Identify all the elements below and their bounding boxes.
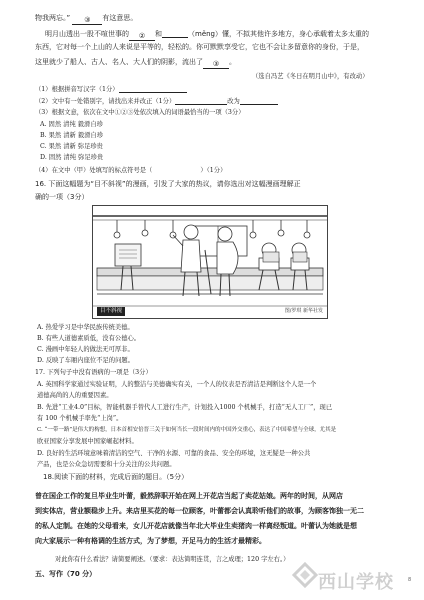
school-logo-icon [292, 562, 318, 588]
blank-3b: ③ [203, 60, 229, 69]
q16-option-d: D. 反映了车厢内座位不足的问题。 [37, 357, 134, 364]
q15-sub1: （1）根据拼音写汉字（1分） [35, 84, 187, 94]
blank-2: ② [129, 32, 155, 41]
q18-material-line-1: 曾在国企工作的复旦毕业生叶蕾，毅然辞职开始在网上开花店当起了卖花姑娘。两年的时间，从网店 [35, 492, 343, 500]
q17-option-c-line-2: 欧亚国家分享发展中国家崛起材料。 [37, 438, 138, 445]
q17-option-c-line-1: C. “一带一路”是伟大的构想，日本首相安倍晋三关于如何当长一段时间内的中国外交重心，表达了中国希望与全球，尤其是 [37, 427, 337, 433]
page-number: 8 [408, 577, 412, 583]
blank-pinyin [162, 29, 188, 38]
q16-stem-line-2: 确的一项（3分） [35, 193, 89, 201]
watermark: 西山学校 [318, 572, 394, 593]
q16-option-b: B. 有些人道德素质低，没有公德心。 [37, 335, 141, 342]
q17-option-b-line-1: B. 先进“工业4.0”目标，智能机器手替代人工进行生产，计划投入1000 个机械手，打造“无人工厂”，现已 [37, 404, 333, 411]
q15-option-b: B. 果然 清新 毅滑自珍 [40, 132, 104, 139]
passage-line-4: 这里就少了船人、古人、名人、大人们的阴影，流出了③。 [35, 58, 236, 68]
q15-option-a: A. 固然 清纯 毅滑自珍 [40, 121, 103, 128]
q17-option-d-line-1: D. 良好的生活环境意味着清洁的空气、干净的水源、可靠的食品、安全的环境，这无疑是一种公共 [37, 450, 311, 457]
q15-option-d: D. 固然 清纯 弥足珍贵 [40, 154, 104, 161]
cartoon-illustration [92, 205, 328, 319]
q16-option-c: C. 漫画中年轻人的做法无可厚非。 [37, 346, 134, 353]
q17-stem: 17. 下列句子中没有语病的一项是（3分） [35, 369, 152, 376]
cartoon-caption-title: 目不斜视 [97, 307, 125, 316]
passage-line-1: 物我两忘。” ③有这意思。 [35, 14, 138, 24]
q18-material-line-4: 向大家展示一种有格调的生活方式，为了梦想，开足马力的生活才最精彩。 [35, 537, 266, 545]
q18-material-line-3: 的私人定制。在她的父母看来，女儿开花店就像当年北大毕业生卖猪肉一样离经叛道。叶蕾认为她就是想 [35, 522, 357, 530]
q16-option-a: A. 热爱学习是中华民族传统美德。 [37, 324, 134, 331]
passage-line-3: 东西，它对每一个上山的人来说是平等的，轻松的。你可默默享受它，它也不会让多留意你的身份，于是， [35, 43, 364, 51]
q15-sub2: （2）文中有一处错别字，请找出来并改正（1分） 改为 [35, 96, 278, 106]
cartoon-caption-credit: 图/罗琪 新华社发 [284, 308, 323, 314]
q18-prompt: 对此你有什么看法？请简要阐述。（要求：表达简明连贯，言之成理；120 字左右。） [55, 556, 290, 563]
q18-stem: 18.阅读下面的材料，完成后面的题目。（5分） [43, 473, 189, 481]
q15-sub3: （3）根据文意，依次在文中①②③处依次填入的词语最恰当的一项（3分） [35, 109, 245, 116]
passage-line-2: 明月山透出一股不喧世事的②和 （měng）懂，不拟其他许多地方，身心承载着太多太重的 [45, 30, 370, 40]
passage-source: （选自冯艺《冬日在明月山中》，有改动） [252, 73, 369, 80]
blank-3: ③ [72, 16, 102, 25]
q18-material-line-2: 到实体店，营业额稳步上升。来店里买花的每一位顾客，叶蕾都会认真聆听他们的故事，为顾客饰独一无二 [35, 507, 364, 515]
answer-blank [119, 84, 187, 93]
q17-option-b-line-2: 有 100 个机械手率先“上岗”。 [37, 415, 123, 422]
answer-blank [175, 96, 227, 105]
cartoon-drawing [93, 206, 327, 318]
section-title-writing: 五、写作（70 分） [35, 570, 97, 578]
q15-sub4: （4）在文中（甲）处填写的标点符号是（ ）（1分） [35, 167, 227, 174]
q15-option-c: C. 果然 清新 弥足珍贵 [40, 143, 103, 150]
q17-option-d-line-2: 产品，也是公众急切需要和十分关注的公共问题。 [37, 461, 176, 468]
q16-stem-line-1: 16. 下面这幅题为“目不斜视”的漫画，引发了大家的热议，请你选出对这幅漫画理解正 [35, 180, 301, 188]
q17-option-a-line-2: 道德高尚的人的重要因素。 [37, 392, 113, 399]
q17-option-a-line-1: A. 英国科学家通过实验证明，人的整洁与美德确实有关，一个人的仪表是否清洁是判断这个人是一个 [37, 381, 317, 388]
answer-blank [240, 96, 278, 105]
